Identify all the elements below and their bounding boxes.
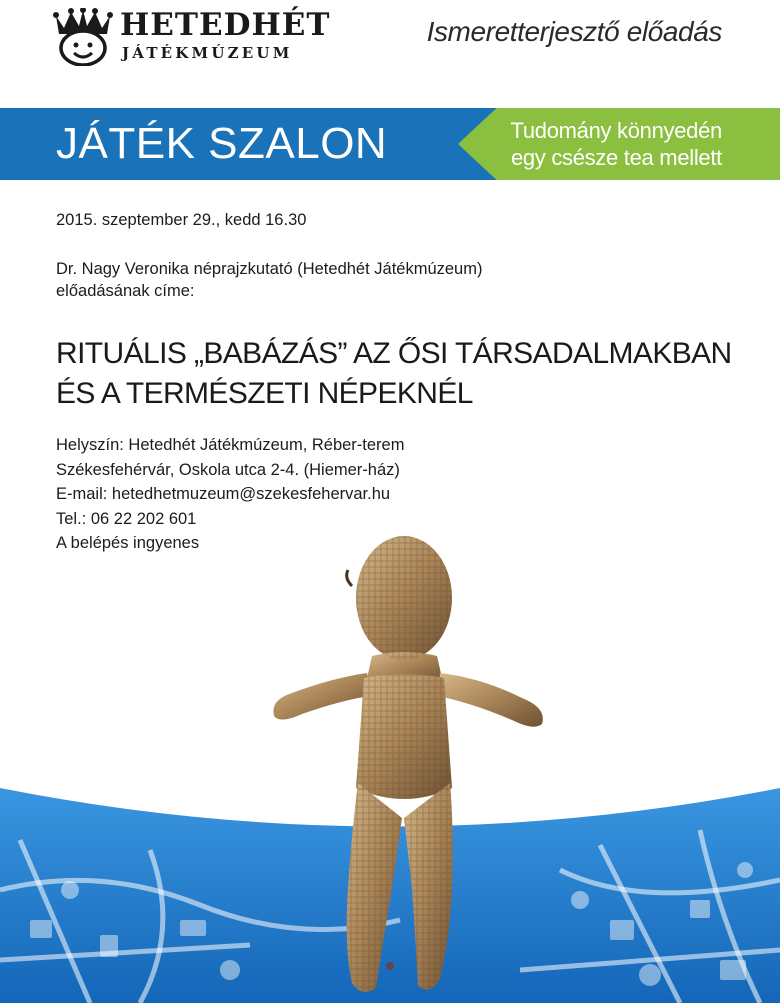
event-type: Ismeretterjesztő előadás	[426, 16, 722, 47]
speaker-line-1: Dr. Nagy Veronika néprajzkutató (Hetedhét Játékmúzeum)	[56, 260, 483, 278]
lecture-title	[56, 334, 732, 414]
lecture-title-line-2: ÉS A TERMÉSZETI NÉPEKNÉL	[56, 377, 473, 410]
banner-title: JÁTÉK SZALON	[56, 119, 388, 168]
banner	[0, 108, 780, 180]
phone: Tel.: 06 22 202 601	[56, 509, 197, 528]
admission: A belépés ingyenes	[56, 534, 200, 552]
logo-title: HETEDHÉT	[120, 7, 331, 43]
logo-subtitle: JÁTÉKMÚZEUM	[122, 44, 293, 62]
email: E-mail: hetedhetmuzeum@szekesfehervar.hu	[56, 485, 391, 503]
museum-logo	[52, 6, 342, 66]
tagline	[511, 117, 723, 171]
speaker-block	[56, 258, 482, 302]
venue: Helyszín: Hetedhét Játékmúzeum, Réber-terem	[56, 436, 405, 454]
tagline-line-1: Tudomány könnyedén	[510, 118, 722, 143]
rag-doll-photo	[252, 528, 562, 1003]
tagline-line-2: egy csésze tea mellett	[510, 145, 722, 170]
lecture-title-line-1: RITUÁLIS „BABÁZÁS” AZ ŐSI TÁRSADALMAKBAN	[56, 337, 732, 370]
crown-face-icon	[52, 8, 114, 66]
speaker-line-2: előadásának címe:	[56, 282, 195, 300]
event-datetime: 2015. szeptember 29., kedd 16.30	[56, 211, 307, 229]
address: Székesfehérvár, Oskola utca 2-4. (Hiemer-ház)	[56, 460, 400, 479]
